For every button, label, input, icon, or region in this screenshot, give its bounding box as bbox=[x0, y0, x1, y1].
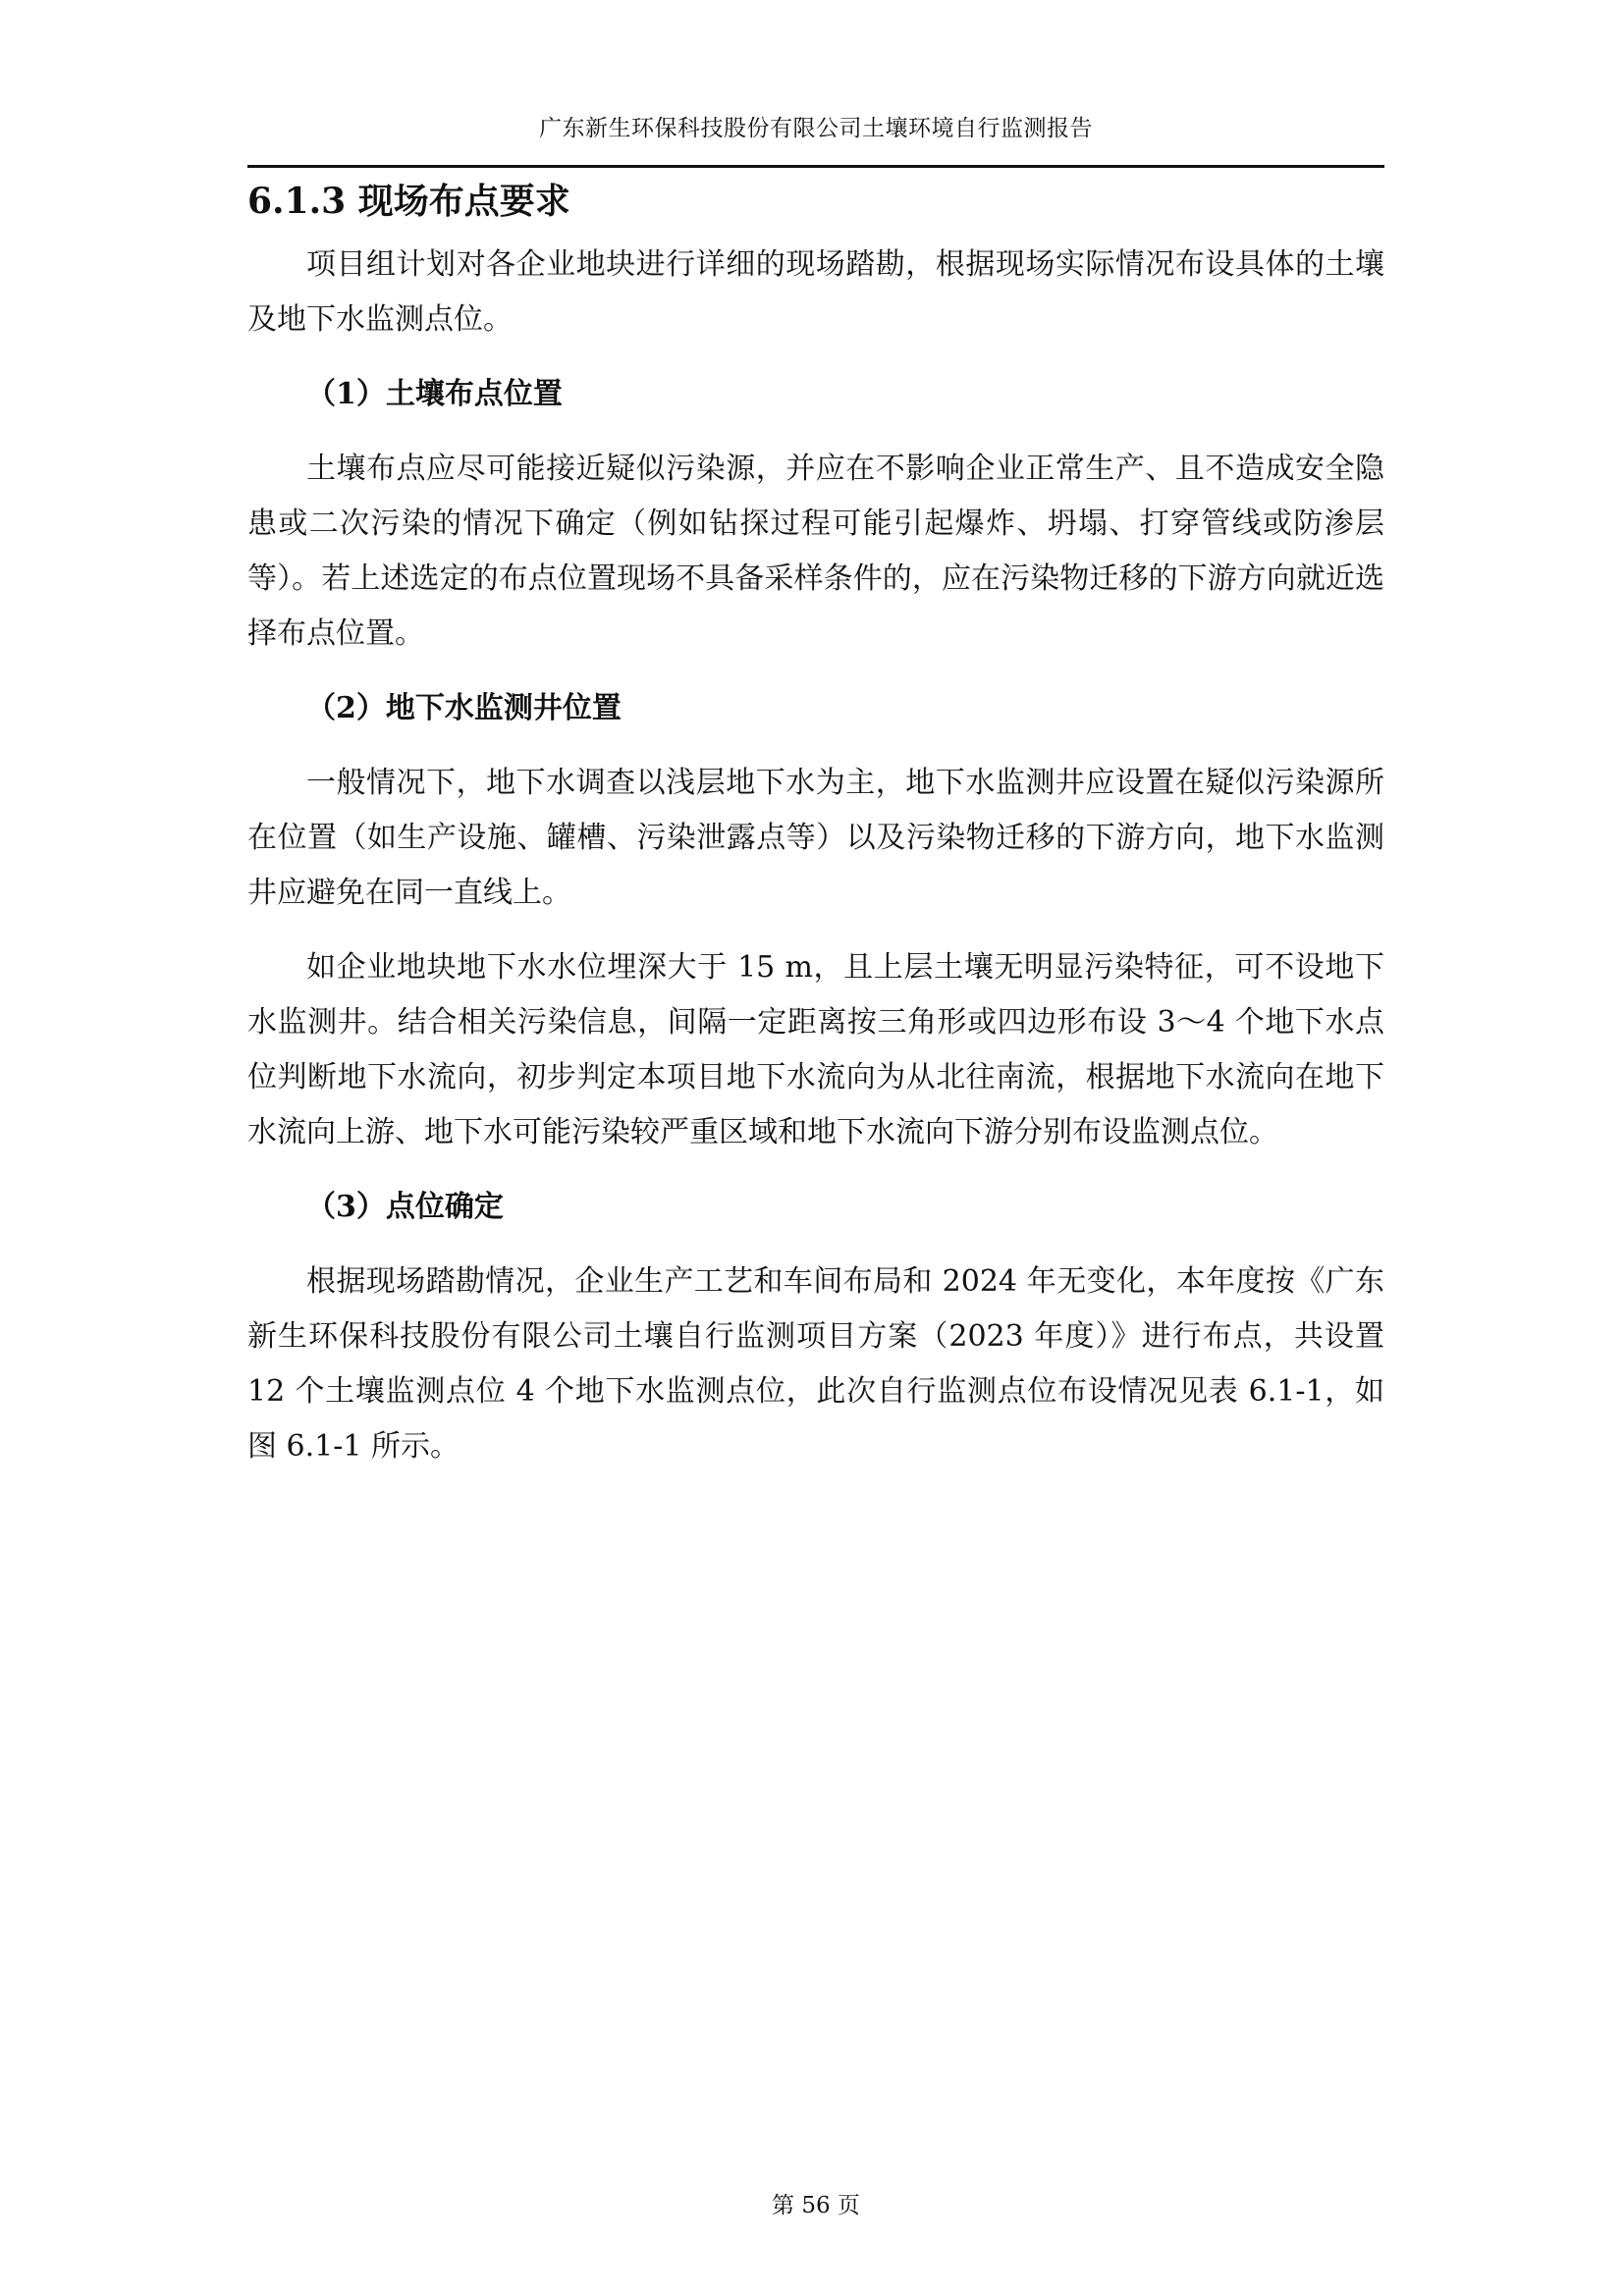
document-body bbox=[247, 175, 1384, 1494]
groundwater-paragraph-1: 一般情况下，地下水调查以浅层地下水为主，地下水监测井应设置在疑似污染源所在位置（如生产设施、罐槽、污染泄露点等）以及污染物迁移的下游方向，地下水监测井应避免在同一直线上。 bbox=[247, 766, 1384, 910]
soil-sampling-paragraph: 土壤布点应尽可能接近疑似污染源，并应在不影响企业正常生产、且不造成安全隐患或二次污染的情况下确定（例如钻探过程可能引起爆炸、坍塌、打穿管线或防渗层等）。若上述选定的布点位置现场不具备采样条件的，应在污染物迁移的下游方向就近选择布点位置。 bbox=[247, 452, 1384, 651]
subheading-soil-sampling-location: （1）土壤布点位置 bbox=[306, 377, 563, 411]
intro-paragraph: 项目组计划对各企业地块进行详细的现场踏勘，根据现场实际情况布设具体的土壤及地下水监测点位。 bbox=[247, 247, 1384, 337]
point-determination-paragraph: 根据现场踏勘情况，企业生产工艺和车间布局和 2024 年无变化，本年度按《广东新生环保科技股份有限公司土壤自行监测项目方案（2023 年度）》进行布点，共设置 12 个土壤监测点位 4 个地下水监测点位，此次自行监测点位布设情况见表 6.1-1，如图 6.1-1 所示。 bbox=[247, 1264, 1384, 1464]
groundwater-paragraph-2: 如企业地块地下水水位埋深大于 15 m，且上层土壤无明显污染特征，可不设地下水监测井。结合相关污染信息，间隔一定距离按三角形或四边形布设 3～4 个地下水点位判断地下水流向，初步判定本项目地下水流向为从北往南流，根据地下水流向在地下水流向上游、地下水可能污染较严重区域和地下水流向下游分别布设监测点位。 bbox=[247, 950, 1384, 1149]
header-divider bbox=[247, 165, 1384, 168]
subheading-groundwater-well-location: （2）地下水监测井位置 bbox=[306, 691, 622, 725]
section-heading: 6.1.3 现场布点要求 bbox=[247, 181, 570, 222]
page-header: 广东新生环保科技股份有限公司土壤环境自行监测报告 bbox=[539, 116, 1093, 141]
subheading-point-determination: （3）点位确定 bbox=[306, 1190, 504, 1224]
page-number: 第 56 页 bbox=[772, 2193, 860, 2218]
